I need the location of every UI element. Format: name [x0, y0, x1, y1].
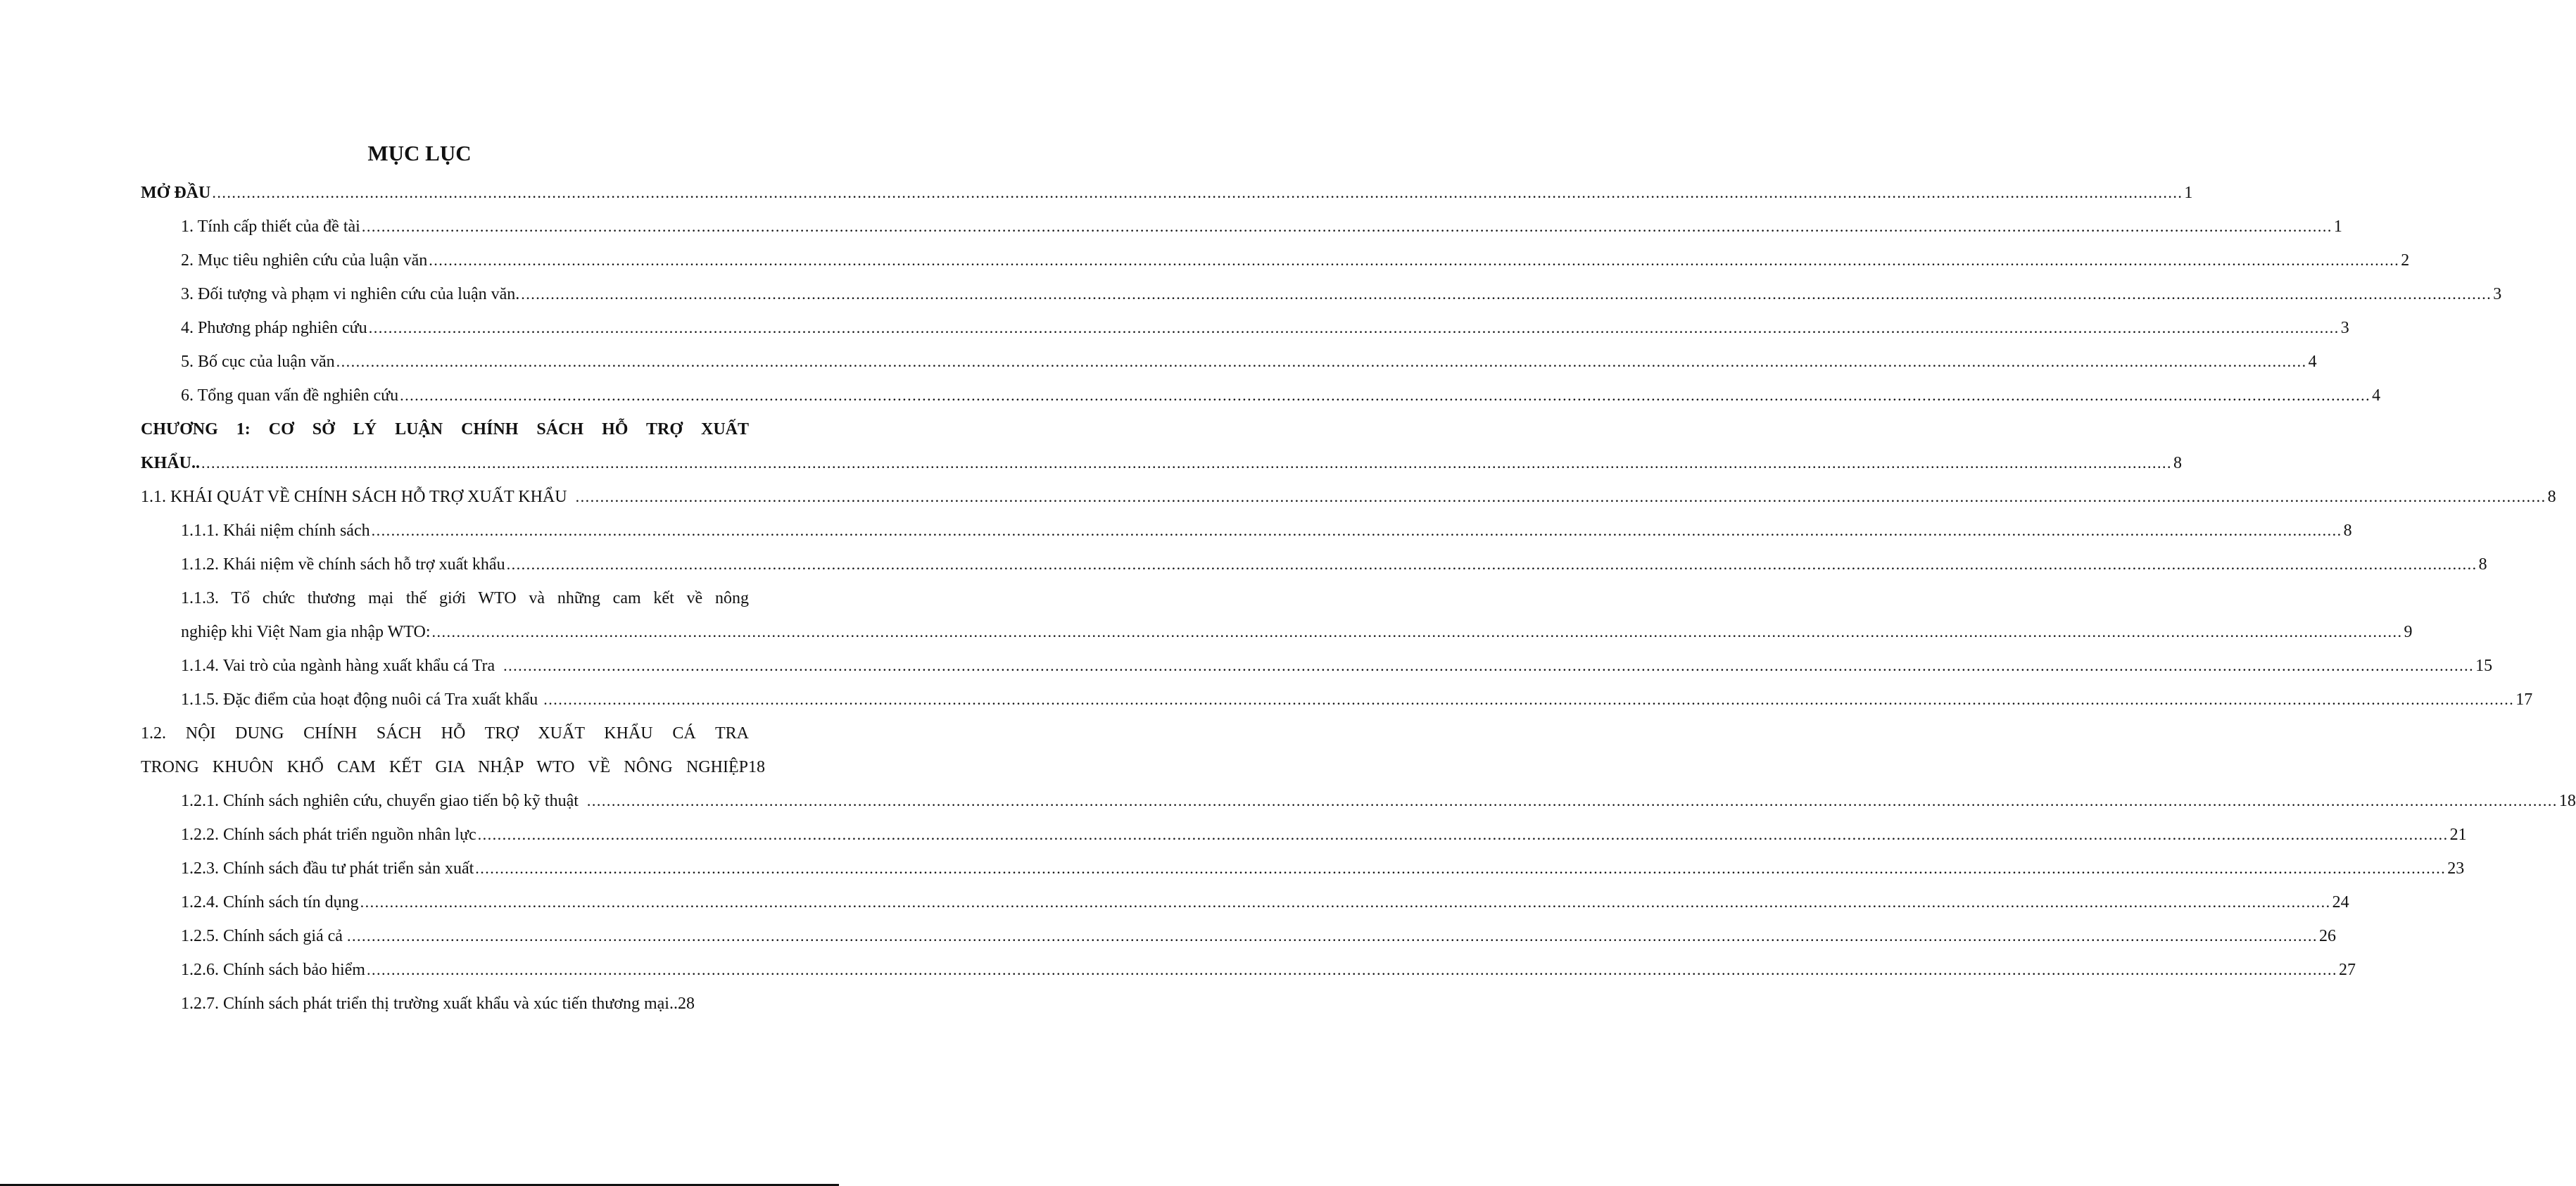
toc-title: MỤC LỤC — [367, 141, 472, 165]
toc-entry-label: CHƯƠNG 1: CƠ SỞ LÝ LUẬN CHÍNH SÁCH HỖ TRỢ XUẤT — [141, 420, 749, 439]
toc-entry-page: 8 — [2478, 555, 2487, 574]
toc-entry-page: 8 — [2173, 454, 2182, 472]
toc-entry-label: 1.2.6. Chính sách bảo hiểm — [181, 961, 365, 979]
toc-entry-1-2-5[interactable] — [181, 922, 2336, 950]
toc-entry-page: 1 — [2333, 217, 2342, 236]
toc-entry-label: 1.2.5. Chính sách giá cả — [181, 927, 343, 945]
toc-entry-1-2-2[interactable] — [181, 821, 2467, 849]
toc-entry-label: 1.1.5. Đặc điểm của hoạt động nuôi cá Tra xuất khẩu — [181, 690, 538, 709]
toc-entry-1-1-5[interactable] — [181, 686, 2533, 714]
toc-entry-1-2-1[interactable] — [181, 787, 2576, 815]
dot-leader: ................................................................................................................................................................................................................................................................................................................................................................................................................ — [360, 893, 2331, 911]
toc-entry-2[interactable] — [181, 246, 2410, 275]
toc-entry-page: 21 — [2449, 826, 2467, 844]
toc-entry-label: MỞ ĐẦU — [141, 184, 211, 202]
dot-leader: ................................................................................................................................................................................................................................................................................................................................................................................................................ — [366, 961, 2337, 978]
toc-entry-1-1-1[interactable] — [181, 517, 2352, 545]
toc-entry-label: TRONG KHUÔN KHỔ CAM KẾT GIA NHẬP WTO VỀ NÔNG NGHIỆP18 — [141, 758, 765, 776]
toc-entry-label: 1.1.1. Khái niệm chính sách — [181, 522, 370, 540]
toc-entry-1-2-7[interactable] — [181, 990, 765, 1018]
toc-entry-page: 2 — [2401, 251, 2410, 270]
dot-leader: ................................................................................................................................................................................................................................................................................................................................................................................................................ — [361, 217, 2332, 235]
toc-entry-page: 3 — [2340, 319, 2349, 337]
toc-entry-label: 1.2.2. Chính sách phát triển nguồn nhân lực — [181, 826, 476, 844]
toc-entry-label: KHẨU.. — [141, 454, 200, 472]
toc-entry-label: 5. Bố cục của luận văn — [181, 353, 335, 371]
toc-entry-page: 9 — [2404, 623, 2413, 641]
toc-entry-mo-dau[interactable] — [141, 179, 2193, 207]
toc-entry-5[interactable] — [181, 348, 2317, 376]
dot-leader: ................................................................................................................................................................................................................................................................................................................................................................................................................ — [543, 690, 2515, 708]
toc-entry-page: 24 — [2332, 893, 2349, 911]
toc-entry-label: 1.1. KHÁI QUÁT VỀ CHÍNH SÁCH HỖ TRỢ XUẤT KHẨU — [141, 488, 567, 506]
toc-entry-label: 3. Đối tượng và phạm vi nghiên cứu của luận văn. — [181, 285, 520, 303]
dot-leader: ................................................................................................................................................................................................................................................................................................................................................................................................................ — [506, 555, 2477, 573]
toc-entry-label: 6. Tổng quan vấn đề nghiên cứu — [181, 386, 399, 405]
toc-entry-label: 4. Phương pháp nghiên cứu — [181, 319, 367, 337]
toc-entry-label: 1.1.4. Vai trò của ngành hàng xuất khẩu cá Tra — [181, 657, 495, 675]
toc-entry-4[interactable] — [181, 314, 2349, 342]
toc-entry-6[interactable] — [181, 381, 2381, 410]
dot-leader: ................................................................................................................................................................................................................................................................................................................................................................................................................ — [368, 319, 2340, 336]
toc-entry-label: 1.2.4. Chính sách tín dụng — [181, 893, 359, 911]
toc-entry-page: 15 — [2475, 657, 2493, 675]
dot-leader: ................................................................................................................................................................................................................................................................................................................................................................................................................ — [503, 657, 2475, 674]
dot-leader: ................................................................................................................................................................................................................................................................................................................................................................................................................ — [201, 454, 2172, 472]
toc-entry-1-2-6[interactable] — [181, 956, 2356, 984]
toc-entry-page: 1 — [2184, 184, 2193, 202]
toc-entry-page: 8 — [2547, 488, 2556, 506]
toc-entry-page: 27 — [2338, 961, 2356, 979]
toc-entry-3[interactable] — [181, 280, 2502, 308]
dot-leader: ................................................................................................................................................................................................................................................................................................................................................................................................................ — [431, 623, 2403, 641]
toc-entry-label: 1.1.3. Tổ chức thương mại thế giới WTO và những cam kết về nông — [181, 589, 749, 607]
toc-entry-1-2-line1[interactable] — [141, 719, 749, 747]
toc-entry-page: 26 — [2318, 927, 2336, 945]
dot-leader: ................................................................................................................................................................................................................................................................................................................................................................................................................ — [521, 285, 2492, 303]
toc-entry-1-2-line2[interactable] — [141, 753, 765, 781]
dot-leader: ................................................................................................................................................................................................................................................................................................................................................................................................................ — [346, 927, 2318, 945]
toc-entry-page: 8 — [2343, 522, 2352, 540]
toc-entry-page: 23 — [2447, 859, 2465, 878]
toc-entry-label: 1.2.7. Chính sách phát triển thị trường xuất khẩu và xúc tiến thương mại.. — [181, 995, 678, 1013]
toc-entry-1-2-4[interactable] — [181, 888, 2349, 916]
toc-entry-1-1-2[interactable] — [181, 550, 2487, 579]
toc-entry-1-2-3[interactable] — [181, 854, 2465, 883]
toc-entry-page: 17 — [2515, 690, 2533, 709]
dot-leader: ................................................................................................................................................................................................................................................................................................................................................................................................................ — [586, 792, 2558, 809]
toc-entry-label: 1. Tính cấp thiết của đề tài — [181, 217, 360, 236]
toc-entry-label: nghiệp khi Việt Nam gia nhập WTO: — [181, 623, 431, 641]
toc-entry-page: 4 — [2308, 353, 2317, 371]
toc-entry-page: 28 — [677, 995, 695, 1013]
toc-entry-1-1-3-line2[interactable] — [181, 618, 2413, 646]
dot-leader: ................................................................................................................................................................................................................................................................................................................................................................................................................ — [429, 251, 2400, 269]
toc-entry-label: 2. Mục tiêu nghiên cứu của luận văn — [181, 251, 428, 270]
toc-entry-1-1-4[interactable] — [181, 652, 2493, 680]
dot-leader: ................................................................................................................................................................................................................................................................................................................................................................................................................ — [575, 488, 2546, 505]
toc-entry-chapter1-line1[interactable] — [141, 415, 749, 443]
toc-entry-label: 1.2. NỘI DUNG CHÍNH SÁCH HỖ TRỢ XUẤT KHẨU CÁ TRA — [141, 724, 749, 743]
toc-entry-page: 4 — [2372, 386, 2381, 405]
dot-leader: ................................................................................................................................................................................................................................................................................................................................................................................................................ — [400, 386, 2371, 404]
toc-entry-1[interactable] — [181, 213, 2342, 241]
toc-entry-label: 1.1.2. Khái niệm về chính sách hỗ trợ xuất khẩu — [181, 555, 505, 574]
toc-entry-chapter1-line2[interactable] — [141, 449, 2182, 477]
toc-entry-page: 18 — [2558, 792, 2576, 810]
dot-leader: ................................................................................................................................................................................................................................................................................................................................................................................................................ — [477, 826, 2449, 843]
dot-leader: ................................................................................................................................................................................................................................................................................................................................................................................................................ — [212, 184, 2183, 201]
toc-entry-label: 1.2.1. Chính sách nghiên cứu, chuyển giao tiến bộ kỹ thuật — [181, 792, 579, 810]
dot-leader: ................................................................................................................................................................................................................................................................................................................................................................................................................ — [475, 859, 2446, 877]
toc-entry-1-1[interactable] — [141, 483, 2556, 511]
dot-leader: ................................................................................................................................................................................................................................................................................................................................................................................................................ — [336, 353, 2307, 370]
toc-entry-label: 1.2.3. Chính sách đầu tư phát triển sản xuất — [181, 859, 474, 878]
toc-entry-page: 3 — [2493, 285, 2502, 303]
dot-leader: ................................................................................................................................................................................................................................................................................................................................................................................................................ — [371, 522, 2342, 539]
toc-entry-1-1-3-line1[interactable] — [181, 584, 749, 612]
